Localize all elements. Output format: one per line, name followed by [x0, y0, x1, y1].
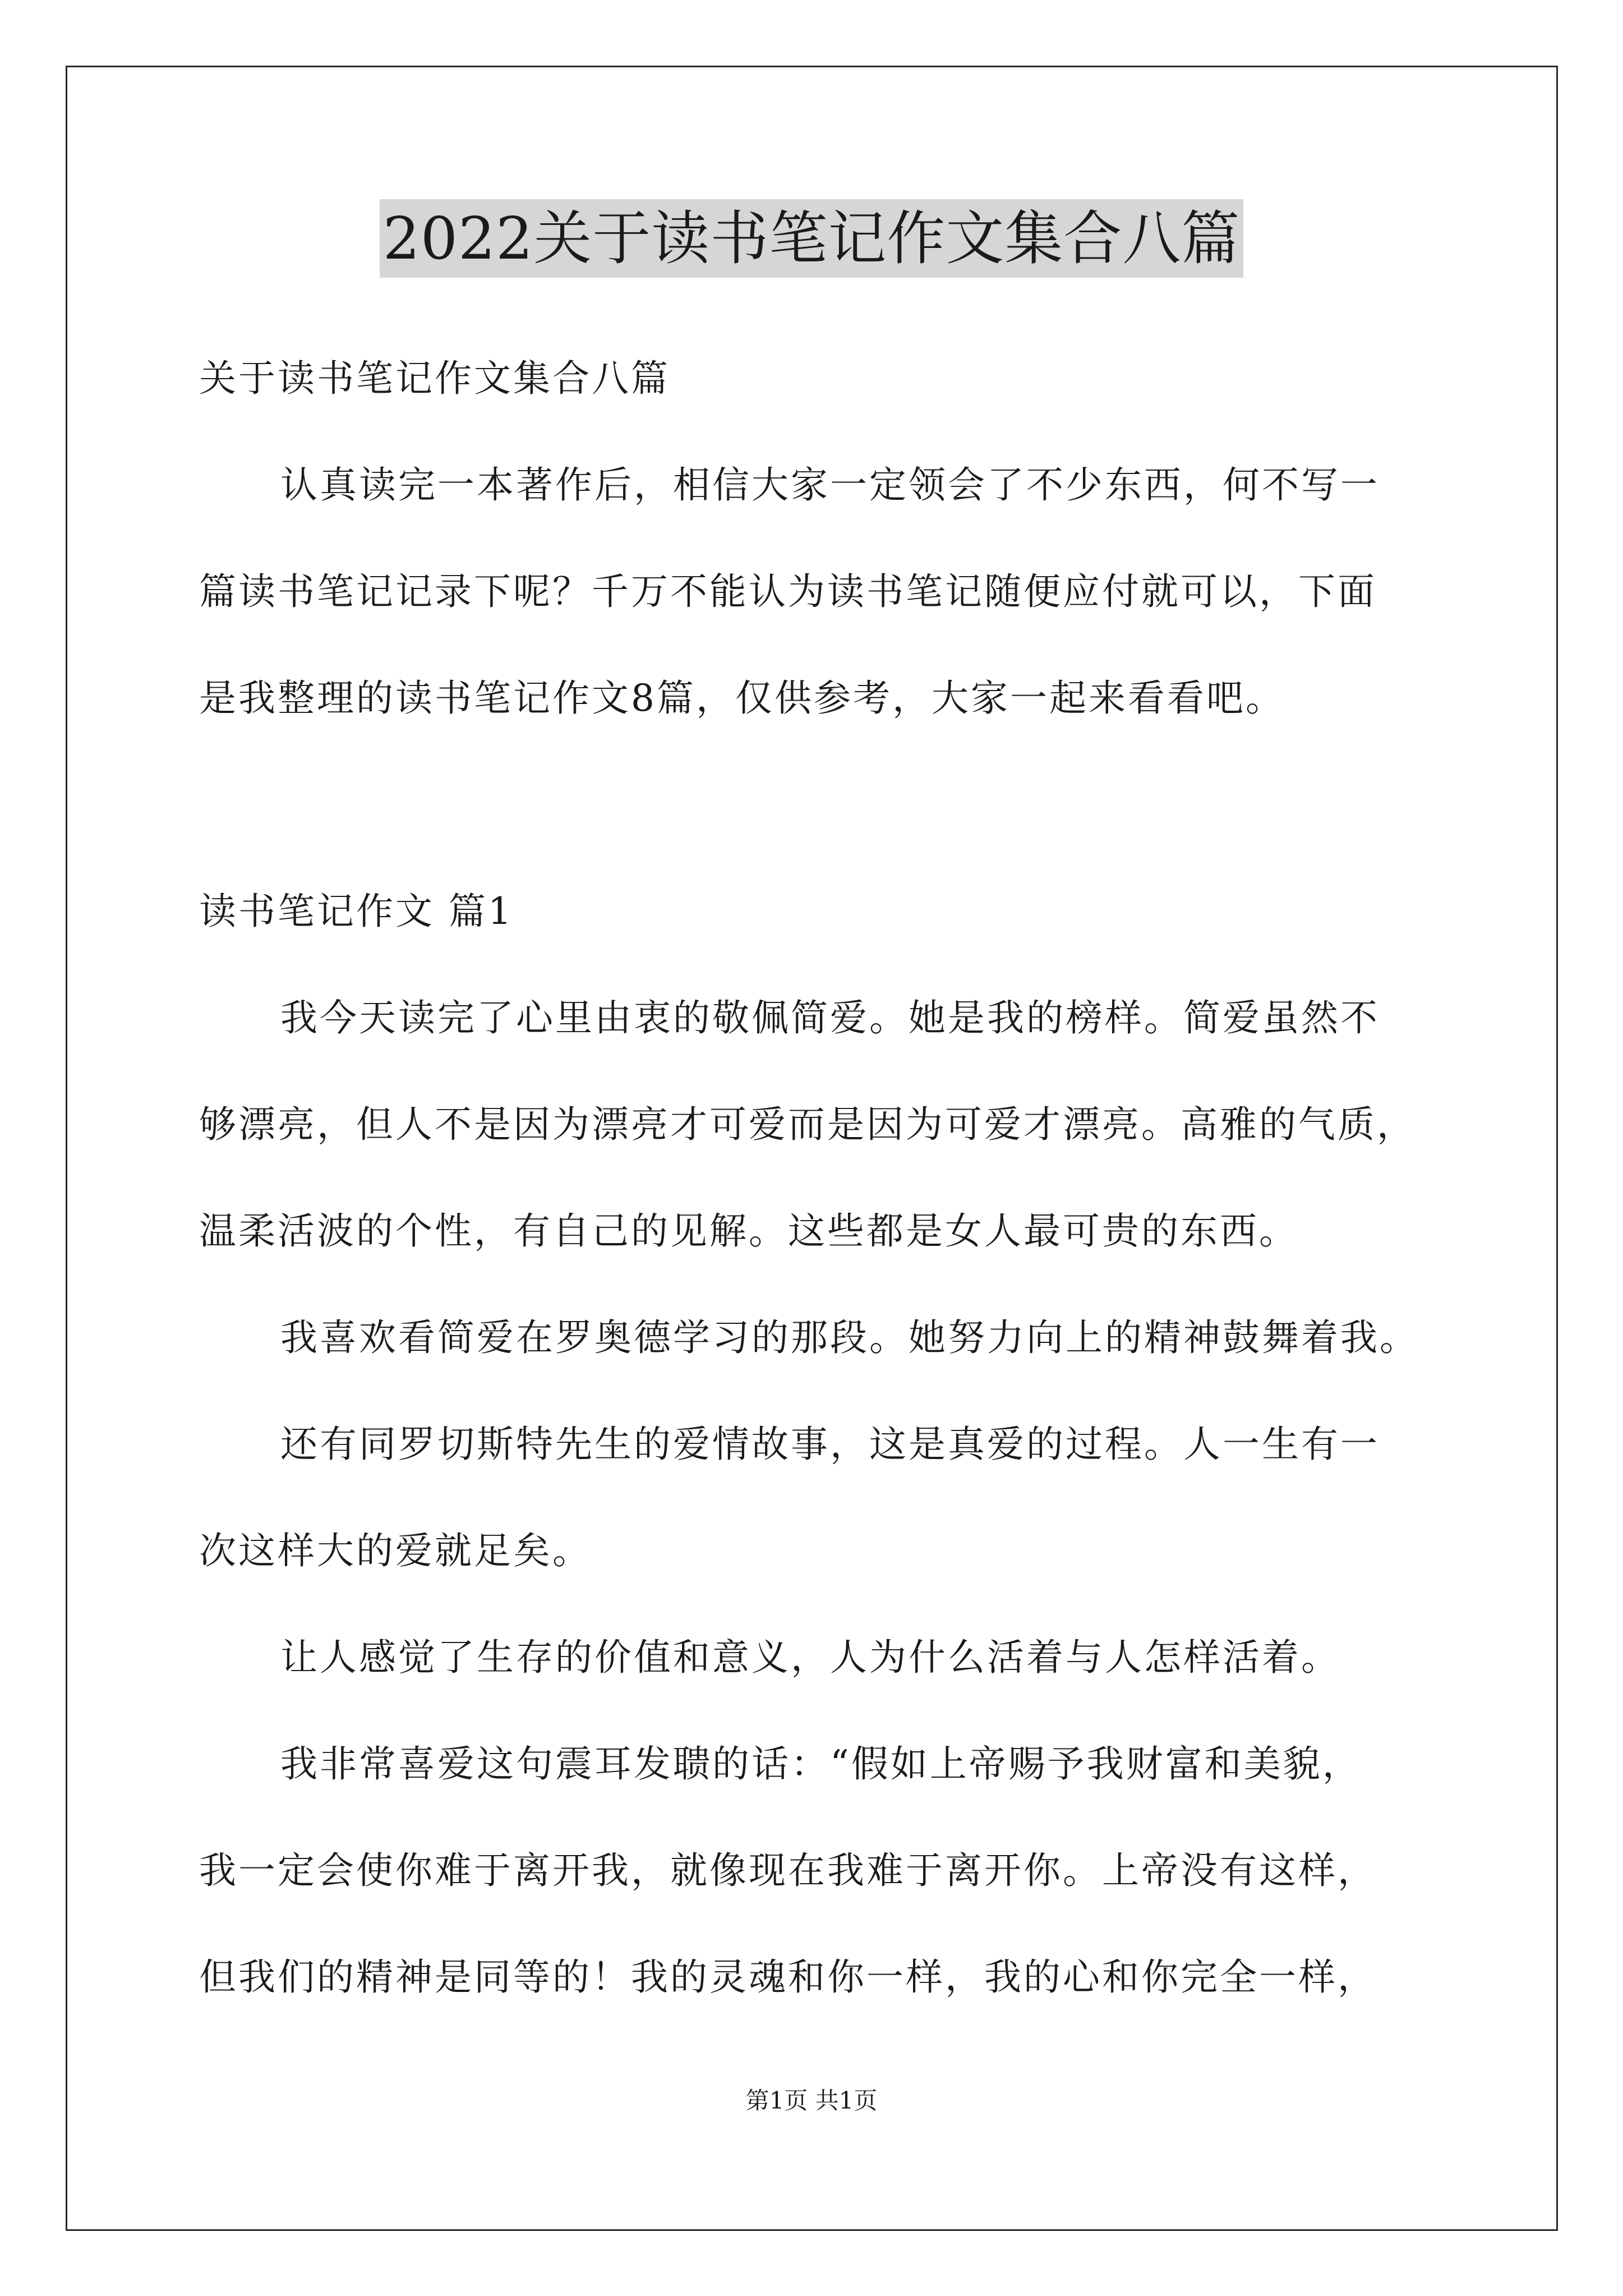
- body-line: 我今天读完了心里由衷的敬佩简爱。她是我的榜样。简爱虽然不: [280, 996, 1380, 1039]
- page-footer: 第1页 共1页: [745, 2087, 878, 2114]
- intro-line: 是我整理的读书笔记作文8篇，仅供参考，大家一起来看看吧。: [199, 677, 1285, 720]
- body-line: 但我们的精神是同等的！我的灵魂和你一样，我的心和你完全一样，: [199, 1955, 1377, 1999]
- body-line: 温柔活波的个性，有自己的见解。这些都是女人最可贵的东西。: [199, 1209, 1298, 1253]
- intro-line: 认真读完一本著作后，相信大家一定领会了不少东西，何不写一: [280, 463, 1380, 507]
- document-title: 2022关于读书笔记作文集合八篇: [380, 199, 1244, 278]
- body-line: 我一定会使你难于离开我，就像现在我难于离开你。上帝没有这样，: [199, 1849, 1377, 1892]
- intro-line: 篇读书笔记记录下呢？千万不能认为读书笔记随便应付就可以，下面: [199, 570, 1377, 613]
- document-subtitle: 关于读书笔记作文集合八篇: [199, 357, 670, 400]
- body-line: 我非常喜爱这句震耳发聩的话：“假如上帝赐予我财富和美貌，: [280, 1742, 1362, 1786]
- section-heading: 读书笔记作文 篇1: [199, 890, 514, 933]
- title-container: [0, 199, 1623, 278]
- body-line: 次这样大的爱就足矣。: [199, 1529, 592, 1572]
- body-line: 我喜欢看简爱在罗奥德学习的那段。她努力向上的精神鼓舞着我。: [280, 1316, 1419, 1359]
- body-line: 让人感觉了生存的价值和意义，人为什么活着与人怎样活着。: [280, 1636, 1340, 1679]
- body-line: 还有同罗切斯特先生的爱情故事，这是真爱的过程。人一生有一: [280, 1423, 1380, 1466]
- body-line: 够漂亮，但人不是因为漂亮才可爱而是因为可爱才漂亮。高雅的气质，: [199, 1103, 1416, 1146]
